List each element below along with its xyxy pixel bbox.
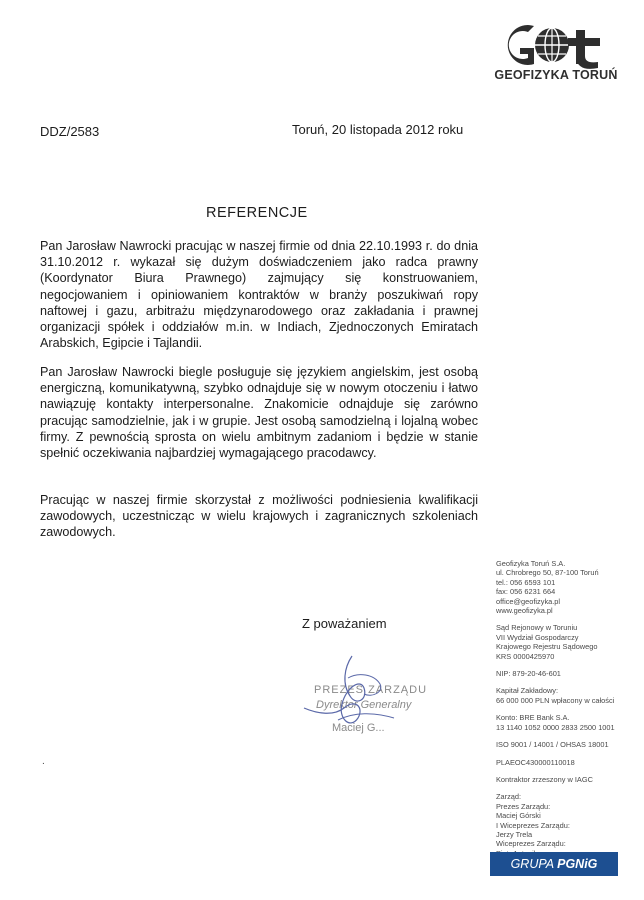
paragraph-skills: Pan Jarosław Nawrocki biegle posługuje się językiem angielskim, jest osobą energiczną, komunikatywną, szybko odnajduje się w nowym otoczeniu i łatwo nawiązuję kontakty interpersonalne. Znakomicie odnajduje się zarówno pracując samodzielnie, jak i w grupie. Jest osobą samodzielną i lojalną wobec firmy. Z pewnością sprosta on wielu ambitnym zadaniom i będzie w stanie spełnić oczekiwania najbardziej wymagającego pracodawcy.: [40, 365, 478, 461]
reference-number: DDZ/2583: [40, 124, 100, 139]
document-title: REFERENCJE: [206, 205, 308, 221]
company-name: GEOFIZYKA TORUŃ: [494, 68, 618, 82]
share-capital: Kapitał Zakładowy: 66 000 000 PLN wpłacony w całości: [496, 686, 615, 705]
paragraph-training: Pracując w naszej firmie skorzystał z możliwości podniesienia kwalifikacji zawodowych, uczestnicząc w wielu krajowych i zagranicznych szkoleniach zawodowych.: [40, 493, 478, 540]
stamp-position: Dyrektor Generalny: [316, 699, 412, 711]
group-badge: [490, 852, 618, 876]
place-and-date: Toruń, 20 listopada 2012 roku: [292, 122, 464, 137]
management-board: Zarząd: Prezes Zarządu: Maciej Górski I Wiceprezes Zarządu: Jerzy Trela Wiceprezes Zarządu:: [496, 792, 570, 849]
group-label: GRUPA: [510, 857, 554, 871]
company-info: [496, 559, 642, 866]
aeo-number: PLAEOC430000110018: [496, 757, 575, 767]
stamp-with-signature: [298, 648, 438, 748]
footnote-marks: .: [42, 756, 45, 767]
group-brand: PGNiG: [557, 857, 598, 871]
signature-icon: [298, 648, 438, 748]
paragraph-experience: Pan Jarosław Nawrocki pracując w naszej firmie od dnia 22.10.1993 r. do dnia 31.10.2012 r. wykazał się dużym doświadczeniem jako radca prawny (Koordynator Biura Prawnego) zajmujący się konstruowaniem, negocjowaniem i opiniowaniem kontraktów w branży poszukiwań ropy naftowej i gazu, arbitrażu międzynarodowego oraz zakładania i prawnej organizacji spółek i oddziałów m.in. w Indiach, Zjednoczonych Emiratach Arabskich, Egipcie i Tajlandii.: [40, 239, 478, 351]
iagc-membership: Kontraktor zrzeszony w IAGC: [496, 774, 593, 784]
company-address: Geofizyka Toruń S.A. ul. Chrobrego 50, 87-100 Toruń tel.: 056 6593 101 fax: 056 6231 664 office@geofizyka.pl www.geofizyka.pl: [496, 559, 599, 616]
iso-certificates: ISO 9001 / 14001 / OHSAS 18001: [496, 740, 609, 750]
globe-logo-icon: [494, 20, 624, 70]
stamp-title: PREZES ZARZĄDU: [314, 684, 428, 696]
bank-account: Konto: BRE Bank S.A. 13 1140 1052 0000 2833 2500 1001: [496, 713, 615, 732]
stamp-name: Maciej G...: [332, 722, 385, 734]
tax-id: NIP: 879-20-46-601: [496, 669, 561, 679]
closing-phrase: Z poważaniem: [302, 616, 387, 631]
court-registration: Sąd Rejonowy w Toruniu VII Wydział Gospodarczy Krajowego Rejestru Sądowego KRS 0000425970: [496, 623, 598, 661]
